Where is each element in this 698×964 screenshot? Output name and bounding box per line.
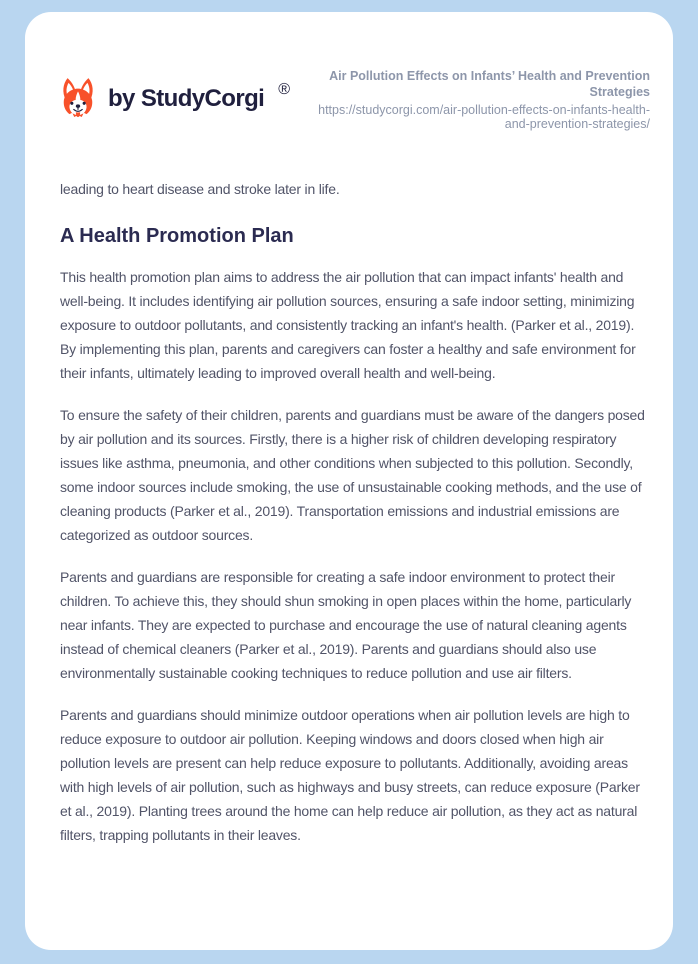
document-card [25,12,673,950]
paragraph: Parents and guardians should minimize outdoor operations when air pollution levels are high to reduce exposure to outdoor air pollution. Keeping windows and doors closed when high air pollution levels are present can help reduce exposure to pollutants. Additionally, avoiding areas with high levels of air pollution, such as highways and busy streets, can reduce exposure (Parker et al., 2019). Planting trees around the home can help reduce air pollution, as they act as natural filters, trapping pollutants in their leaves. [60,707,640,843]
article-content [60,177,652,847]
corgi-logo-icon [60,76,96,122]
brand-name: by StudyCorgi [108,85,265,112]
registered-trademark-icon: ® [278,81,291,98]
paragraph-continued: leading to heart disease and stroke later in life. [60,181,340,197]
paragraph: This health promotion plan aims to address the air pollution that can impact infants' health and well-being. It includes identifying air pollution sources, ensuring a safe indoor setting, minimizing exposure to outdoor pollutants, and consistently tracking an infant's health. (Parker et al., 2019). By implementing this plan, parents and caregivers can foster a healthy and safe environment for their infants, ultimately leading to improved overall health and well-being. [60,269,636,381]
document-meta [312,66,650,131]
document-title: Air Pollution Effects on Infants’ Health and Prevention Strategies [329,69,650,99]
paragraph: To ensure the safety of their children, parents and guardians must be aware of the dangers posed by air pollution and its sources. Firstly, there is a higher risk of children developing respiratory issues like asthma, pneumonia, and other conditions when subjected to this pollution. Secondly, some indoor sources include smoking, the use of unsustainable cooking methods, and the use of cleaning products (Parker et al., 2019). Transportation emissions and industrial emissions are categorized as outdoor sources. [60,407,645,543]
document-header [60,12,650,131]
paragraph: Parents and guardians are responsible for creating a safe indoor environment to protect their children. To achieve this, they should shun smoking in open places within the home, particularly near infants. They are expected to purchase and encourage the use of natural cleaning agents instead of chemical cleaners (Parker et al., 2019). Parents and guardians should also use environmentally sustainable cooking techniques to reduce pollution and use air filters. [60,569,632,681]
document-url-link[interactable]: https://studycorgi.com/air-pollution-effects-on-infants-health-and-prevention-strategies/ [318,103,650,131]
studycorgi-logo[interactable] [60,76,290,122]
section-heading: A Health Promotion Plan [60,225,294,247]
